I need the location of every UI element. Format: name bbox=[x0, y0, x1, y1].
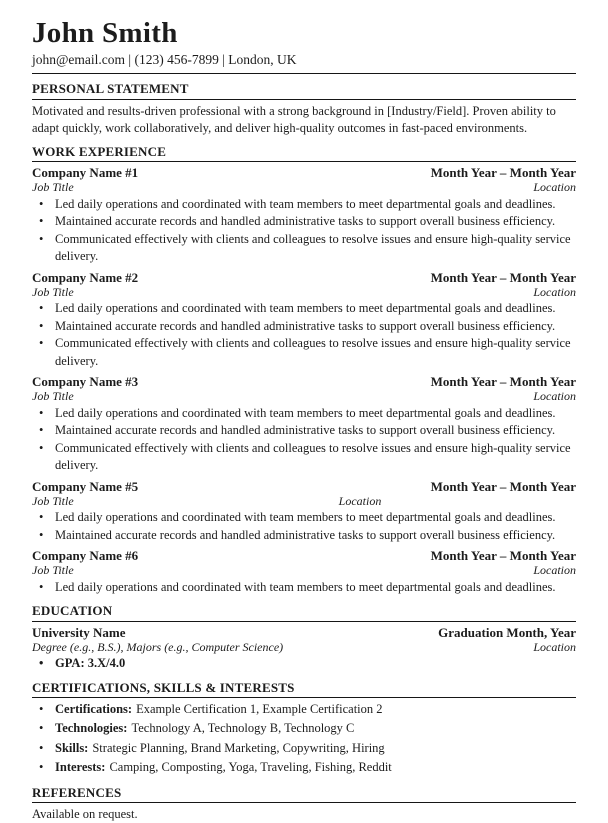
work-entry bbox=[32, 165, 576, 266]
location: Location bbox=[533, 285, 576, 299]
degree: Degree (e.g., B.S.), Majors (e.g., Computer Science) bbox=[32, 640, 283, 654]
entry-subrow bbox=[32, 285, 576, 299]
location: Location bbox=[32, 494, 576, 508]
bullet-item: • Maintained accurate records and handled administrative tasks to support overall business efficiency. bbox=[32, 318, 576, 336]
university-name: University Name bbox=[32, 625, 126, 640]
education-location: Location bbox=[533, 640, 576, 654]
entry-subrow bbox=[32, 494, 576, 508]
gpa-item: • GPA: 3.X/4.0 bbox=[32, 655, 576, 673]
date-range: Month Year – Month Year bbox=[431, 374, 576, 389]
skill-item bbox=[32, 700, 576, 720]
graduation-date: Graduation Month, Year bbox=[438, 625, 576, 640]
bullet-list bbox=[32, 300, 576, 370]
date-range: Month Year – Month Year bbox=[431, 479, 576, 494]
bullet-list bbox=[32, 509, 576, 544]
work-experience-title: WORK EXPERIENCE bbox=[32, 145, 576, 163]
skill-item bbox=[32, 758, 576, 778]
job-title: Job Title bbox=[32, 563, 74, 577]
personal-statement-title: PERSONAL STATEMENT bbox=[32, 82, 576, 100]
section-education bbox=[32, 604, 576, 673]
skill-text: Technology A, Technology B, Technology C bbox=[131, 721, 354, 735]
location: Location bbox=[533, 180, 576, 194]
entry-header-row bbox=[32, 270, 576, 285]
company-name: Company Name #2 bbox=[32, 270, 138, 285]
entry-header-row bbox=[32, 479, 576, 494]
skill-label: Technologies: bbox=[55, 721, 127, 735]
bullet-item: • Maintained accurate records and handled administrative tasks to support overall business efficiency. bbox=[32, 422, 576, 440]
location: Location bbox=[533, 563, 576, 577]
job-title: Job Title bbox=[32, 180, 74, 194]
job-title: Job Title bbox=[32, 494, 74, 508]
company-name: Company Name #3 bbox=[32, 374, 138, 389]
bullet-item: • Communicated effectively with clients and colleagues to resolve issues and ensure high-quality service delivery. bbox=[32, 231, 576, 266]
date-range: Month Year – Month Year bbox=[431, 270, 576, 285]
skill-text: Example Certification 1, Example Certification 2 bbox=[136, 702, 382, 716]
bullet-item: • Communicated effectively with clients and colleagues to resolve issues and ensure high-quality service delivery. bbox=[32, 440, 576, 475]
bullet-list bbox=[32, 405, 576, 475]
skills-list bbox=[32, 700, 576, 778]
person-name: John Smith bbox=[32, 18, 576, 49]
bullet-item: • Led daily operations and coordinated with team members to meet departmental goals and deadlines. bbox=[32, 579, 576, 597]
company-name: Company Name #1 bbox=[32, 165, 138, 180]
entry-header-row bbox=[32, 548, 576, 563]
section-personal-statement bbox=[32, 82, 576, 137]
job-title: Job Title bbox=[32, 389, 74, 403]
resume-header bbox=[32, 18, 576, 74]
bullet-list bbox=[32, 196, 576, 266]
personal-statement-text: Motivated and results-driven professional with a strong background in [Industry/Field]. Proven ability to adapt quickly, work collaboratively, and deliver high-quality outcomes in fast-paced environments. bbox=[32, 103, 576, 137]
date-range: Month Year – Month Year bbox=[431, 165, 576, 180]
bullet-list bbox=[32, 579, 576, 597]
location: Location bbox=[533, 389, 576, 403]
certifications-title: CERTIFICATIONS, SKILLS & INTERESTS bbox=[32, 681, 576, 699]
education-title: EDUCATION bbox=[32, 604, 576, 622]
company-name: Company Name #6 bbox=[32, 548, 138, 563]
education-header-row bbox=[32, 625, 576, 640]
bullet-item: • Maintained accurate records and handled administrative tasks to support overall business efficiency. bbox=[32, 213, 576, 231]
work-entry bbox=[32, 548, 576, 596]
skill-text: Strategic Planning, Brand Marketing, Copywriting, Hiring bbox=[92, 741, 384, 755]
section-certifications-skills bbox=[32, 681, 576, 778]
skill-label: Interests: bbox=[55, 760, 105, 774]
education-entry bbox=[32, 625, 576, 673]
company-name: Company Name #5 bbox=[32, 479, 138, 494]
entry-header-row bbox=[32, 374, 576, 389]
job-title: Job Title bbox=[32, 285, 74, 299]
skill-label: Skills: bbox=[55, 741, 88, 755]
bullet-item: • Maintained accurate records and handled administrative tasks to support overall business efficiency. bbox=[32, 527, 576, 545]
contact-line: john@email.com | (123) 456-7899 | London, UK bbox=[32, 49, 576, 74]
education-bullet-list bbox=[32, 655, 576, 673]
entry-header-row bbox=[32, 165, 576, 180]
section-references bbox=[32, 786, 576, 823]
skill-item bbox=[32, 739, 576, 759]
bullet-item: • Led daily operations and coordinated with team members to meet departmental goals and deadlines. bbox=[32, 196, 576, 214]
skill-label: Certifications: bbox=[55, 702, 132, 716]
date-range: Month Year – Month Year bbox=[431, 548, 576, 563]
entry-subrow bbox=[32, 389, 576, 403]
entry-subrow bbox=[32, 563, 576, 577]
work-entry bbox=[32, 270, 576, 371]
education-subrow bbox=[32, 640, 576, 654]
work-entry bbox=[32, 374, 576, 475]
work-entry-list bbox=[32, 165, 576, 596]
bullet-item: • Led daily operations and coordinated with team members to meet departmental goals and deadlines. bbox=[32, 300, 576, 318]
skill-item bbox=[32, 719, 576, 739]
bullet-item: • Led daily operations and coordinated with team members to meet departmental goals and deadlines. bbox=[32, 405, 576, 423]
bullet-item: • Led daily operations and coordinated with team members to meet departmental goals and deadlines. bbox=[32, 509, 576, 527]
skill-text: Camping, Composting, Yoga, Traveling, Fishing, Reddit bbox=[109, 760, 391, 774]
references-title: REFERENCES bbox=[32, 786, 576, 804]
section-work-experience bbox=[32, 145, 576, 597]
bullet-item: • Communicated effectively with clients and colleagues to resolve issues and ensure high-quality service delivery. bbox=[32, 335, 576, 370]
entry-subrow bbox=[32, 180, 576, 194]
references-text: Available on request. bbox=[32, 806, 576, 823]
work-entry bbox=[32, 479, 576, 545]
